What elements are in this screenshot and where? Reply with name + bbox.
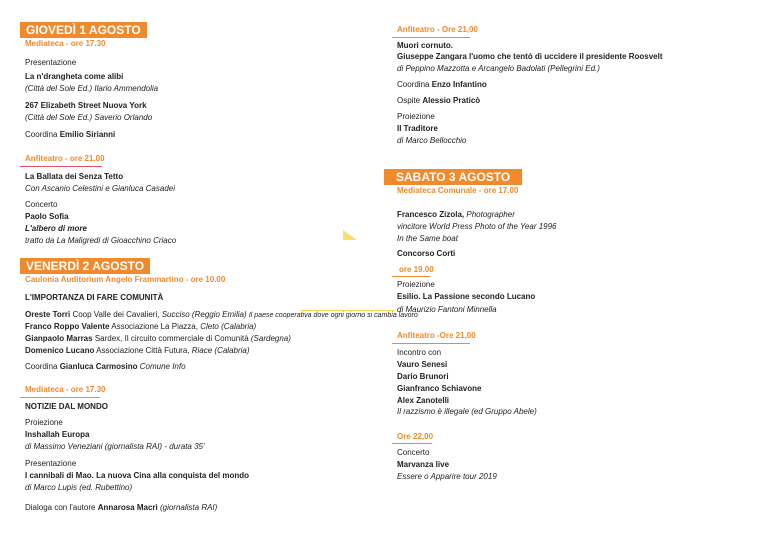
photographer-name: Francesco Zizola, [397, 210, 465, 219]
label: Proiezione [397, 280, 435, 289]
label: Coordina [397, 80, 430, 89]
film-title: Inshallah Europa [25, 430, 90, 439]
label: Proiezione [397, 112, 435, 121]
divider [20, 166, 102, 167]
label: Coordina [25, 362, 58, 371]
artist: Paolo Sofia [25, 212, 69, 221]
guest-line [397, 95, 480, 106]
label: Concerto [397, 448, 430, 457]
speaker-place: Succiso (Reggio Emilia) [161, 310, 247, 319]
coordinator-line [25, 361, 186, 372]
film-title: Il Traditore [397, 124, 438, 133]
show-credit: Con Ascanio Celestini e Gianluca Casadei [25, 184, 176, 193]
photographer-line [397, 209, 515, 220]
time: Ore 22,00 [397, 432, 434, 441]
book-credit: Il razzismo è illegale (ed Gruppo Abele) [397, 407, 537, 416]
speaker-place: Riace (Calabria) [191, 346, 250, 355]
label: Ospite [397, 96, 421, 105]
venue-time: Anfiteatro - Ore 21,00 [397, 25, 478, 34]
film-credit: di Massimo Veneziani (giornalista RAI) - durata 35' [25, 442, 205, 451]
time: ore 19.00 [399, 265, 434, 274]
speaker-note: Il paese cooperativa dove ogni giorno si cambia lavoro [248, 312, 418, 319]
album-credit: tratto da La Maligredi di Gioacchino Criaco [25, 236, 177, 245]
speaker [25, 333, 291, 344]
guest-name: Dario Brunori [397, 372, 449, 381]
award: vincitore World Press Photo of the Year 1996 [397, 222, 557, 231]
guest-role: (giornalista RAI) [159, 503, 218, 512]
book-title: La n'drangheta come alibi [25, 72, 124, 81]
film-credit: di Maurizio Fantoni Minnella [397, 305, 497, 314]
photographer-role: Photographer [466, 210, 515, 219]
speaker-place: Cleto (Calabria) [200, 322, 257, 331]
label: Presentazione [25, 58, 77, 67]
speaker [25, 309, 418, 321]
guest-name: Alessio Praticò [422, 96, 481, 105]
show-title: La Ballata dei Senza Tetto [25, 172, 124, 181]
divider [20, 397, 100, 398]
guest-name: Vauro Senesi [397, 360, 448, 369]
book-credit: (Città del Sole Ed.) Saverio Orlando [25, 113, 153, 122]
coordinator-org: Comune Info [139, 362, 186, 371]
speaker-place: (Sardegna) [250, 334, 291, 343]
section-title: L'IMPORTANZA DI FARE COMUNITÀ [25, 293, 164, 302]
speaker-name: Franco Roppo Valente [25, 322, 110, 331]
speaker-org: Associazione Città Futura, [96, 346, 190, 355]
divider [392, 443, 432, 444]
film-title: Esilio. La Passione secondo Lucano [397, 292, 536, 301]
divider [392, 276, 430, 277]
book-title: I cannibali di Mao. La nuova Cina alla conquista del mondo [25, 471, 250, 480]
day-header-thursday: GIOVEDÌ 1 AGOSTO [20, 22, 147, 38]
guest-name: Annarosa Macrì [97, 503, 158, 512]
venue-time: Mediateca Comunale - ore 17.00 [397, 186, 519, 195]
label: Concerto [25, 200, 58, 209]
divider [392, 37, 470, 38]
venue-time: Caulonia Auditorium Angelo Frammartino - ore 10.00 [25, 275, 226, 284]
venue-time: Mediateca - ore 17.30 [25, 385, 106, 394]
event-title: Muori cornuto. [397, 41, 453, 50]
label: Incontro con [397, 348, 442, 357]
speaker-name: Domenico Lucano [25, 346, 95, 355]
coordinator-name: Enzo Infantino [431, 80, 487, 89]
film-credit: di Marco Bellocchio [397, 136, 467, 145]
event-title: Giuseppe Zangara l'uomo che tentò di uccidere il presidente Roosvelt [397, 52, 663, 61]
venue-time: Anfiteatro -Ore 21,00 [397, 331, 476, 340]
coordinator-name: Gianluca Carmosino [59, 362, 138, 371]
speaker-org: Associazione La Piazza, [111, 322, 198, 331]
day-header-saturday: SABATO 3 AGOSTO [384, 169, 522, 185]
watermark-triangle [343, 230, 357, 240]
guest-name: Alex Zanotelli [397, 396, 450, 405]
venue-time: Anfiteatro - ore 21.00 [25, 154, 105, 163]
book-credit: di Marco Lupis (ed. Rubettino) [25, 483, 133, 492]
speaker-org: Sardex, Il circuito commerciale di Comunità [94, 334, 249, 343]
divider [392, 343, 470, 344]
label: Coordina [25, 130, 58, 139]
coordinator-line [25, 129, 115, 140]
speaker [25, 321, 256, 332]
book-credit: (Città del Sole Ed.) Ilario Ammendolia [25, 84, 159, 93]
guest-name: Gianfranco Schiavone [397, 384, 482, 393]
section-title: NOTIZIE DAL MONDO [25, 402, 108, 411]
venue-time: Mediateca - ore 17.30 [25, 39, 106, 48]
label: Presentazione [25, 459, 77, 468]
event-credit: di Peppino Mazzotta e Arcangelo Badolati (Pellegrini Ed.) [397, 64, 600, 73]
speaker-name: Oreste Torri [25, 310, 71, 319]
tour: Essere o Apparire tour 2019 [397, 472, 497, 481]
day-header-friday: VENERDÌ 2 AGOSTO [20, 258, 150, 274]
book-title: 267 Elizabeth Street Nuova York [25, 101, 147, 110]
contest: Concorso Corti [397, 249, 456, 258]
project: In the Same boat [397, 234, 458, 243]
label: Proiezione [25, 418, 63, 427]
coordinator-line [397, 79, 487, 90]
album: L'albero di more [25, 224, 87, 233]
label: Dialoga con l'autore [25, 503, 96, 512]
dialogue-line [25, 502, 217, 513]
coordinator-name: Emilio Sirianni [59, 130, 116, 139]
band: Marvanza live [397, 460, 450, 469]
speaker-name: Gianpaolo Marras [25, 334, 93, 343]
speaker-org: Coop Valle dei Cavalieri, [72, 310, 160, 319]
speaker [25, 345, 250, 356]
